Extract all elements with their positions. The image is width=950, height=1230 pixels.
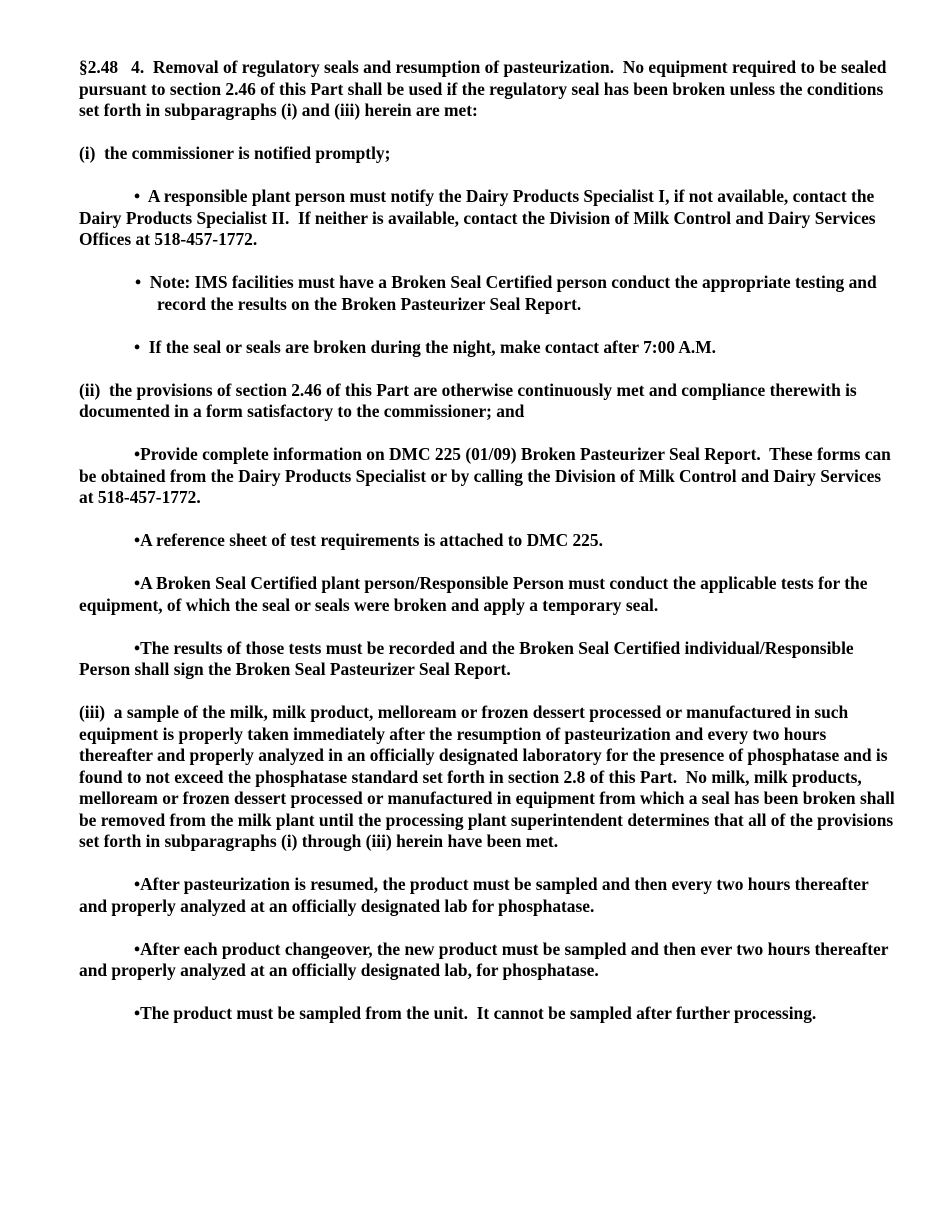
- subparagraph-ii-bullet-results: •The results of those tests must be recorded and the Broken Seal Certified individual/Responsible Person shall sign the Broken Seal Pasteurizer Seal Report.: [79, 637, 858, 679]
- subparagraph-iii: (iii) a sample of the milk, milk product, melloream or frozen dessert processed or manufactured in such equipment is properly taken immediately after the resumption of pasteurization and every two hours thereafter and properly analyzed in an officially designated laboratory for the presence of phosphatase and is found to not exceed the phosphatase standard set forth in section 2.8 of this Part. No milk, milk products, melloream or frozen dessert processed or manufactured in equipment from which a seal has been broken shall be removed from the milk plant until the processing plant superintendent determines that all of the provisions set forth in subparagraphs (i) through (iii) herein have been met.: [79, 702, 900, 851]
- subparagraph-i-bullet-night: • If the seal or seals are broken during the night, make contact after 7:00 A.M.: [134, 336, 717, 357]
- subparagraph-ii-bullet-dmc225: •Provide complete information on DMC 225 (01/09) Broken Pasteurizer Seal Report. These forms can be obtained from the Dairy Products Specialist or by calling the Division of Milk Control and Dairy Services at 518-457-1772.: [79, 444, 896, 507]
- subparagraph-iii-bullet-resumed: •After pasteurization is resumed, the product must be sampled and then every two hours thereafter and properly analyzed at an officially designated lab for phosphatase.: [79, 874, 873, 916]
- subparagraph-ii-bullet-reference: •A reference sheet of test requirements is attached to DMC 225.: [134, 530, 603, 550]
- subparagraph-ii: (ii) the provisions of section 2.46 of this Part are otherwise continuously met and compliance therewith is documented in a form satisfactory to the commissioner; and: [79, 379, 862, 421]
- section-heading: §2.48 4. Removal of regulatory seals and resumption of pasteurization. No equipment required to be sealed pursuant to section 2.46 of this Part shall be used if the regulatory seal has been broken unless the conditions set forth in subparagraphs (i) and (iii) herein are met:: [79, 57, 891, 120]
- subparagraph-ii-bullet-tests: •A Broken Seal Certified plant person/Responsible Person must conduct the applicable tests for the equipment, of which the seal or seals were broken and apply a temporary seal.: [79, 573, 872, 615]
- subparagraph-i-bullet-notify: • A responsible plant person must notify the Dairy Products Specialist I, if not available, contact the Dairy Products Specialist II. If neither is available, contact the Division of Milk Control and Dairy Services Offices at 518-457-1772.: [79, 186, 880, 249]
- subparagraph-iii-bullet-unit: •The product must be sampled from the unit. It cannot be sampled after further processing.: [134, 1003, 817, 1023]
- subparagraph-iii-bullet-changeover: •After each product changeover, the new product must be sampled and then ever two hours thereafter and properly analyzed at an officially designated lab, for phosphatase.: [79, 938, 893, 980]
- subparagraph-i-bullet-note: • Note: IMS facilities must have a Broken Seal Certified person conduct the appropriate testing and record the results on the Broken Pasteurizer Seal Report.: [135, 272, 881, 314]
- document-page: [79, 57, 899, 1046]
- subparagraph-i: (i) the commissioner is notified promptly;: [79, 143, 391, 163]
